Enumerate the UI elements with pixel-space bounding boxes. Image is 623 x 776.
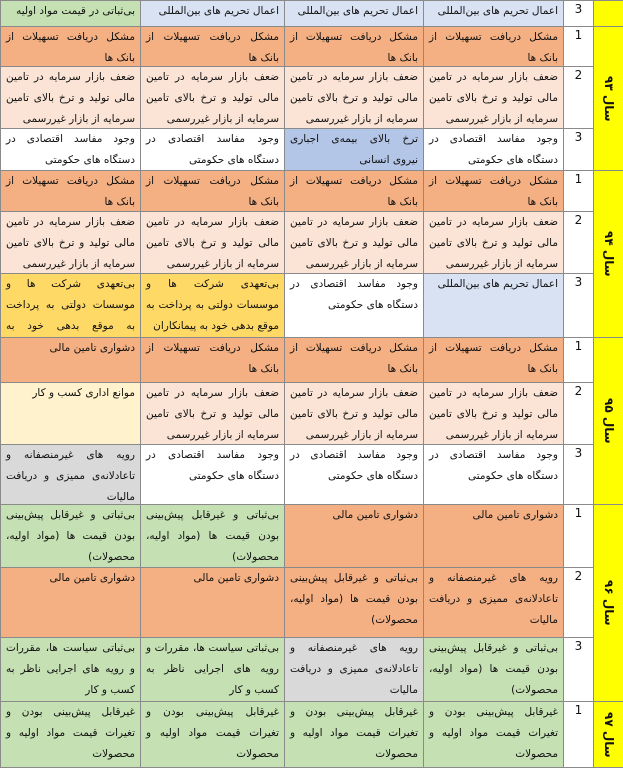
table-cell: بی‌ثباتی و غیرقابل پیش‌بینی بودن قیمت ها (مواد اولیه، محصولات)	[423, 637, 564, 702]
table-cell: رویه های غیرمنصفانه و تاعادلانه‌ی ممیزی و دریافت مالیات	[0, 444, 141, 505]
table-cell: بی‌تعهدی شرکت ها و موسسات دولتی به پرداخت به موقع بدهی خود به پیمانکاران	[140, 273, 285, 338]
table-cell: وجود مفاسد اقتصادی در دستگاه های حکومتی	[423, 128, 564, 171]
table-cell: ضعف بازار سرمایه در تامین مالی تولید و ترخ بالای تامین سرمایه از بازار غیررسمی	[0, 211, 141, 274]
table-cell: ضعف بازار سرمایه در تامین مالی تولید و ترخ بالای تامین سرمایه از بازار غیررسمی	[284, 66, 424, 129]
table-cell: اعمال تحریم های بین‌المللی	[140, 0, 285, 27]
table-cell: بی‌ثباتی و غیرقابل پیش‌بینی بودن قیمت ها (مواد اولیه، محصولات)	[284, 567, 424, 638]
year-cell-empty	[593, 0, 623, 27]
year-label: سال ۹۷	[593, 701, 623, 768]
row-number: 2	[563, 567, 594, 638]
year-label: سال ۹۴	[593, 170, 623, 338]
table-cell: مشکل دریافت تسهیلات از بانک ها	[140, 26, 285, 67]
row-number: 3	[563, 128, 594, 171]
year-label: سال ۹۶	[593, 504, 623, 702]
table-cell: رویه های غیرمنصفانه و تاعادلانه‌ی ممیزی و دریافت مالیات	[284, 637, 424, 702]
table-cell: وجود مفاسد اقتصادی در دستگاه های حکومتی	[284, 444, 424, 505]
table-cell: بی‌تعهدی شرکت ها و موسسات دولتی به پرداخت به موقع بدهی خود به	[0, 273, 141, 338]
table-cell: بی‌ثباتی در قیمت مواد اولیه	[0, 0, 141, 27]
table-cell: بی‌ثباتی سیاست ها، مقررات و رویه های اجرایی ناظر به کسب و کار	[140, 637, 285, 702]
table-cell: وجود مفاسد اقتصادی در دستگاه های حکومتی	[140, 128, 285, 171]
table-cell: ضعف بازار سرمایه در تامین مالی تولید و ترخ بالای تامین سرمایه از بازار غیررسمی	[423, 66, 564, 129]
row-number: 3	[563, 444, 594, 505]
table-cell: دشواری تامین مالی	[423, 504, 564, 568]
table-cell: ترخ بالای بیمه‌ی اجباری نیروی انسانی	[284, 128, 424, 171]
table-cell: دشواری تامین مالی	[284, 504, 424, 568]
row-number: 3	[563, 273, 594, 338]
row-number: 1	[563, 504, 594, 568]
table-cell: مشکل دریافت تسهیلات از بانک ها	[284, 170, 424, 212]
table-cell: بی‌ثباتی سیاست ها، مقررات و رویه های اجرایی ناظر به کسب و کار	[0, 637, 141, 702]
table-cell: اعمال تحریم های بین‌المللی	[284, 0, 424, 27]
table-cell: ضعف بازار سرمایه در تامین مالی تولید و ترخ بالای تامین سرمایه از بازار غیررسمی	[284, 382, 424, 445]
table-cell: دشواری تامین مالی	[0, 567, 141, 638]
table-cell: ضعف بازار سرمایه در تامین مالی تولید و ترخ بالای تامین سرمایه از بازار غیررسمی	[140, 66, 285, 129]
year-label: سال ۹۳	[593, 26, 623, 171]
row-number: 3	[563, 0, 594, 27]
table-cell: غیرقابل پیش‌بینی بودن و تغیرات قیمت مواد اولیه و محصولات	[423, 701, 564, 768]
table-cell: مشکل دریافت تسهیلات از بانک ها	[423, 26, 564, 67]
table-cell: بی‌ثباتی و غیرقابل پیش‌بینی بودن قیمت ها (مواد اولیه، محصولات)	[140, 504, 285, 568]
table-cell: مشکل دریافت تسهیلات از بانک ها	[0, 170, 141, 212]
row-number: 2	[563, 382, 594, 445]
year-label: سال ۹۵	[593, 337, 623, 505]
row-number: 1	[563, 337, 594, 383]
row-number: 1	[563, 26, 594, 67]
table-cell: وجود مفاسد اقتصادی در دستگاه های حکومتی	[140, 444, 285, 505]
table-cell: بی‌ثباتی و غیرقابل پیش‌بینی بودن قیمت ها (مواد اولیه، محصولات)	[0, 504, 141, 568]
table-cell: مشکل دریافت تسهیلات از بانک ها	[0, 26, 141, 67]
table-cell: مشکل دریافت تسهیلات از بانک ها	[423, 337, 564, 383]
table-cell: ضعف بازار سرمایه در تامین مالی تولید و ترخ بالای تامین سرمایه از بازار غیررسمی	[140, 382, 285, 445]
table-cell: ضعف بازار سرمایه در تامین مالی تولید و ترخ بالای تامین سرمایه از بازار غیررسمی	[423, 382, 564, 445]
row-number: 3	[563, 637, 594, 702]
table-cell: وجود مفاسد اقتصادی در دستگاه های حکومتی	[423, 444, 564, 505]
table-cell: ضعف بازار سرمایه در تامین مالی تولید و ترخ بالای تامین سرمایه از بازار غیررسمی	[423, 211, 564, 274]
row-number: 1	[563, 170, 594, 212]
table-cell: مشکل دریافت تسهیلات از بانک ها	[140, 337, 285, 383]
table-cell: وجود مفاسد اقتصادی در دستگاه های حکومتی	[0, 128, 141, 171]
table-cell: اعمال تحریم های بین‌المللی	[423, 0, 564, 27]
table-cell: موانع اداری کسب و کار	[0, 382, 141, 445]
table-cell: وجود مفاسد اقتصادی در دستگاه های حکومتی	[284, 273, 424, 338]
table-cell: غیرقابل پیش‌بینی بودن و تغیرات قیمت مواد اولیه و محصولات	[284, 701, 424, 768]
table-cell: مشکل دریافت تسهیلات از بانک ها	[140, 170, 285, 212]
table-cell: رویه های غیرمنصفانه و تاعادلانه‌ی ممیزی و دریافت مالیات	[423, 567, 564, 638]
table-cell: مشکل دریافت تسهیلات از بانک ها	[284, 337, 424, 383]
table-cell: غیرقابل پیش‌بینی بودن و تغیرات قیمت مواد اولیه و محصولات	[0, 701, 141, 768]
table-cell: مشکل دریافت تسهیلات از بانک ها	[284, 26, 424, 67]
table-cell: مشکل دریافت تسهیلات از بانک ها	[423, 170, 564, 212]
table-cell: ضعف بازار سرمایه در تامین مالی تولید و ترخ بالای تامین سرمایه از بازار غیررسمی	[284, 211, 424, 274]
row-number: 1	[563, 701, 594, 768]
table-cell: ضعف بازار سرمایه در تامین مالی تولید و ترخ بالای تامین سرمایه از بازار غیررسمی	[0, 66, 141, 129]
row-number: 2	[563, 66, 594, 129]
table-cell: ضعف بازار سرمایه در تامین مالی تولید و ترخ بالای تامین سرمایه از بازار غیررسمی	[140, 211, 285, 274]
table-cell: غیرقابل پیش‌بینی بودن و تغیرات قیمت مواد اولیه و محصولات	[140, 701, 285, 768]
table-cell: دشواری تامین مالی	[0, 337, 141, 383]
table-cell: اعمال تحریم های بین‌المللی	[423, 273, 564, 338]
row-number: 2	[563, 211, 594, 274]
table-cell: دشواری تامین مالی	[140, 567, 285, 638]
